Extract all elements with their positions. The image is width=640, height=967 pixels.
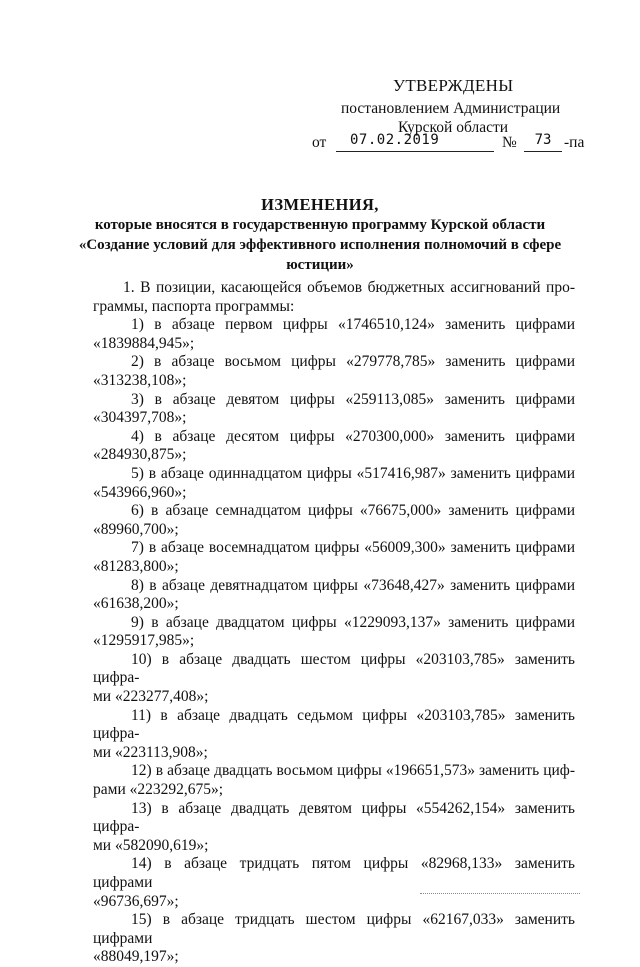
number-prefix: № bbox=[502, 134, 517, 151]
amendment-item-line-2: «96736,697»; bbox=[93, 892, 179, 910]
amendment-item-line-1: 1) в абзаце первом цифры «1746510,124» заменить цифрами bbox=[131, 316, 575, 334]
amendment-item-line-1: 15) в абзаце тридцать шестом цифры «62167,033» заменить цифрами bbox=[93, 911, 575, 947]
amendment-item-line-1: 8) в абзаце девятнадцатом цифры «73648,427» заменить цифрами bbox=[131, 576, 575, 594]
amendment-item bbox=[93, 502, 575, 539]
heading-subtitle-1: которые вносятся в государственную программу Курской области bbox=[94, 217, 546, 233]
amendment-item-line-1: 13) в абзаце двадцать девятом цифры «554262,154» заменить цифра- bbox=[93, 799, 575, 836]
amendment-item-line-2: «88049,197»; bbox=[93, 948, 179, 966]
document-heading bbox=[60, 195, 580, 275]
amendment-item-line-1: 10) в абзаце двадцать шестом цифры «203103,785» заменить цифра- bbox=[93, 650, 575, 687]
heading-subtitle-3: юстиции» bbox=[286, 257, 354, 273]
date-prefix: от bbox=[312, 134, 327, 151]
amendment-item-line-2: «1295917,985»; bbox=[93, 632, 195, 650]
amendment-item bbox=[93, 353, 575, 390]
amendment-item-line-1: 5) в абзаце одиннадцатом цифры «517416,987» заменить цифрами bbox=[131, 464, 575, 482]
heading-title: ИЗМЕНЕНИЯ, bbox=[261, 195, 379, 214]
amendment-item-line-1: 12) в абзаце двадцать восьмом цифры «196651,573» заменить циф- bbox=[131, 762, 575, 780]
amendment-item-line-2: «81283,800»; bbox=[93, 557, 179, 575]
amendment-item-line-2: ми «582090,619»; bbox=[93, 836, 209, 854]
amendment-list bbox=[93, 316, 575, 967]
amendment-item-line-2: «89960,700»; bbox=[93, 520, 179, 538]
amendment-item bbox=[93, 539, 575, 576]
approval-region: Курской области bbox=[398, 119, 509, 136]
intro-paragraph bbox=[93, 279, 575, 316]
amendment-item bbox=[93, 577, 575, 614]
amendment-item-line-1: 11) в абзаце двадцать седьмом цифры «203103,785» заменить цифра- bbox=[93, 706, 575, 743]
heading-subtitle-2: «Создание условий для эффективного исполнения полномочий в сфере bbox=[78, 237, 562, 253]
amendment-item bbox=[93, 391, 575, 428]
amendment-item bbox=[93, 651, 575, 707]
amendment-item-line-1: 6) в абзаце семнадцатом цифры «76675,000» заменить цифрами bbox=[131, 502, 575, 520]
scan-mark bbox=[420, 893, 580, 894]
amendment-item-line-1: 7) в абзаце восемнадцатом цифры «56009,300» заменить цифрами bbox=[131, 539, 575, 557]
amendment-item-line-2: ми «223277,408»; bbox=[93, 688, 209, 706]
intro-line-1: 1. В позиции, касающейся объемов бюджетных ассигнований про- bbox=[123, 279, 575, 296]
document-body bbox=[93, 279, 575, 967]
amendment-item-line-1: 14) в абзаце тридцать пятом цифры «82968,133» заменить цифрами bbox=[93, 855, 575, 891]
amendment-item-line-2: «284930,875»; bbox=[93, 446, 187, 464]
amendment-item bbox=[93, 614, 575, 651]
approval-date-line bbox=[312, 134, 602, 158]
amendment-item bbox=[93, 316, 575, 353]
amendment-item bbox=[93, 855, 575, 911]
approval-date: 07.02.2019 bbox=[350, 132, 440, 148]
amendment-item-line-2: «304397,708»; bbox=[93, 409, 187, 427]
amendment-item bbox=[93, 911, 575, 967]
amendment-item bbox=[93, 428, 575, 465]
amendment-item-line-2: «61638,200»; bbox=[93, 595, 179, 613]
amendment-item-line-2: «313238,108»; bbox=[93, 371, 187, 389]
amendment-item-line-1: 9) в абзаце двадцатом цифры «1229093,137» заменить цифрами bbox=[131, 613, 575, 631]
approval-date-field bbox=[336, 132, 494, 152]
amendment-item-line-2: «543966,960»; bbox=[93, 483, 187, 501]
approval-number: 73 bbox=[524, 132, 562, 152]
amendment-item-line-1: 3) в абзаце девятом цифры «259113,085» заменить цифрами bbox=[131, 390, 575, 408]
amendment-item-line-2: ми «223113,908»; bbox=[93, 743, 208, 761]
amendment-item bbox=[93, 800, 575, 856]
amendment-item-line-2: рами «223292,675»; bbox=[93, 781, 224, 799]
amendment-item bbox=[93, 707, 575, 763]
approval-issuer: постановлением Администрации bbox=[341, 100, 561, 117]
amendment-item-line-1: 2) в абзаце восьмом цифры «279778,785» заменить цифрами bbox=[131, 353, 575, 371]
approval-title: УТВЕРЖДЕНЫ bbox=[393, 76, 514, 95]
amendment-item-line-2: «1839884,945»; bbox=[93, 334, 195, 352]
intro-line-2: граммы, паспорта программы: bbox=[93, 297, 295, 315]
amendment-item bbox=[93, 762, 575, 799]
amendment-item bbox=[93, 465, 575, 502]
amendment-item-line-1: 4) в абзаце десятом цифры «270300,000» заменить цифрами bbox=[131, 427, 575, 445]
number-suffix: -па bbox=[564, 134, 585, 151]
